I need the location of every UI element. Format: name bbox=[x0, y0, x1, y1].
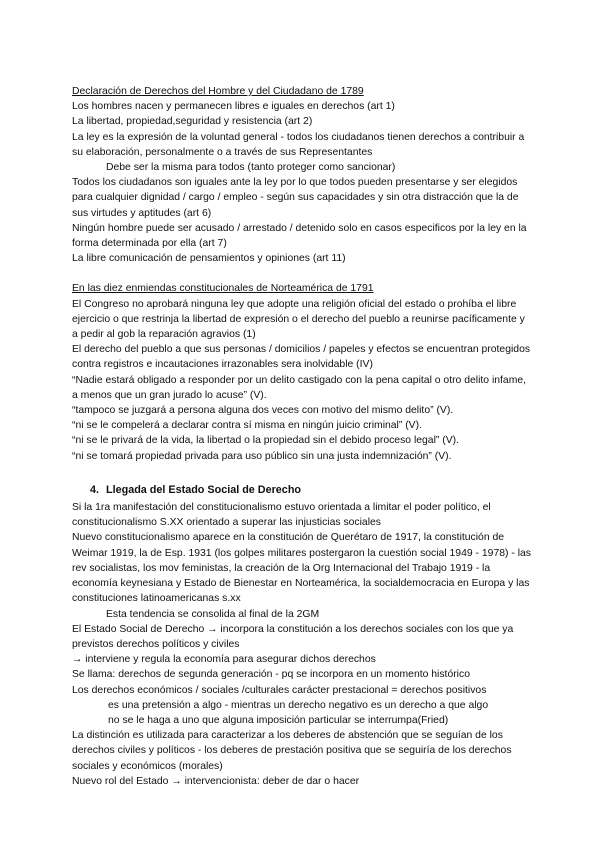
text-line: El Estado Social de Derecho → incorpora la constitución a los derechos sociales con los que ya previstos derechos políticos y civiles bbox=[72, 623, 514, 650]
text-line: La distinción es utilizada para caracterizar a los deberes de abstención que se seguían de los derechos civiles y políticos - los deberes de prestación positiva que se seguiría de los derechos sociales y económicos (morales) bbox=[72, 730, 512, 772]
text-line: Todos los ciudadanos son iguales ante la ley por lo que todos pueden presentarse y ser elegidos para cualquier dignidad / cargo / empleo - según sus capacidades y sin otra distracción que la de sus virtudes y aptitudes (art 6) bbox=[72, 177, 519, 219]
text-line: Los hombres nacen y permanecen libres e iguales en derechos (art 1) bbox=[72, 101, 395, 113]
text-line: La ley es la expresión de la voluntad general - todos los ciudadanos tienen derechos a contribuir a su elaboración, personalmente o a través de sus Representantes bbox=[72, 131, 525, 158]
spacer bbox=[72, 464, 532, 479]
indented-line: es una pretensión a algo - mientras un derecho negativo es un derecho a que algo bbox=[108, 699, 489, 711]
text-line: Ningún hombre puede ser acusado / arrestado / detenido solo en casos especificos por la ley en la forma determinada por ella (art 7) bbox=[72, 222, 527, 250]
text-line: El derecho del pueblo a que sus personas / domicilios / papeles y efectos se encuentran protegidos contra registros e incautaciones irrazonables sera inolvidable (IV) bbox=[72, 344, 531, 371]
text-line: La libre comunicación de pensamientos y opiniones (art 11) bbox=[72, 253, 346, 265]
text-line: El Congreso no aprobará ninguna ley que adopte una religión oficial del estado o prohíba el libre ejercicio o que restrinja la libertad de expresión o el derecho del pueblo a reunirse pacíficamente y a pedir al gob la reparación agravios (1) bbox=[72, 298, 525, 341]
text-line: Nuevo rol del Estado → intervencionista: deber de dar o hacer bbox=[72, 775, 360, 787]
section-title-declaracion: Declaración de Derechos del Hombre y del Ciudadano de 1789 bbox=[72, 86, 364, 97]
text-line: “ni se le privará de la vida, la libertad o la propiedad sin el debido proceso legal” (V). bbox=[72, 435, 459, 447]
text-line: Los derechos económicos / sociales /culturales carácter prestacional = derechos positivos bbox=[72, 684, 487, 696]
text-line: “ni se tomará propiedad privada para uso público sin una justa indemnización” (V). bbox=[72, 450, 452, 462]
indented-line: no se le haga a uno que alguna imposición particular se interrumpa(Fried) bbox=[108, 714, 449, 726]
text-line: “Nadie estará obligado a responder por un delito castigado con la pena capital o otro delito infame, a menos que un gran jurado lo acuse” (V). bbox=[72, 374, 527, 401]
indented-line: Debe ser la misma para todos (tanto proteger como sancionar) bbox=[106, 162, 396, 174]
text-line: Nuevo constitucionalismo aparece en la constitución de Querétaro de 1917, la constitución de Weimar 1919, la de Esp. 1931 (los golpes militares postergaron la cuestión social 1949 - 1978) - las rev socialistas, los mov feministas, la creación de la Org Internacional del Trabajo 1919 - la economía keynesiana y Estado de Bienestar en Norteamérica, la socialdemocracia en Europa y las constituciones latinoamericanas s.xx bbox=[72, 532, 531, 605]
text-line: → interviene y regula la economía para asegurar dichos derechos bbox=[72, 654, 376, 666]
indented-line: Esta tendencia se consolida al final de la 2GM bbox=[106, 608, 320, 620]
document-content bbox=[72, 84, 532, 789]
section-heading bbox=[72, 483, 532, 498]
text-line: “tampoco se juzgará a persona alguna dos veces con motivo del mismo delito” (V). bbox=[72, 405, 454, 417]
section-title-enmiendas: En las diez enmiendas constitucionales de Norteamérica de 1791 bbox=[72, 283, 374, 295]
spacer bbox=[72, 266, 532, 281]
heading-text: Llegada del Estado Social de Derecho bbox=[106, 483, 302, 496]
text-line: Se llama: derechos de segunda generación - pq se incorpora en un momento histórico bbox=[72, 669, 470, 681]
text-line: Si la 1ra manifestación del constitucionalismo estuvo orientada a limitar el poder político, el constitucionalismo S.XX orientado a superar las injusticias sociales bbox=[72, 502, 491, 529]
text-line: La libertad, propiedad,seguridad y resistencia (art 2) bbox=[72, 116, 313, 128]
text-line: “ni se le compelerá a declarar contra sí misma en ningún juicio criminal” (V). bbox=[72, 420, 422, 432]
heading-number: 4. bbox=[90, 483, 100, 496]
